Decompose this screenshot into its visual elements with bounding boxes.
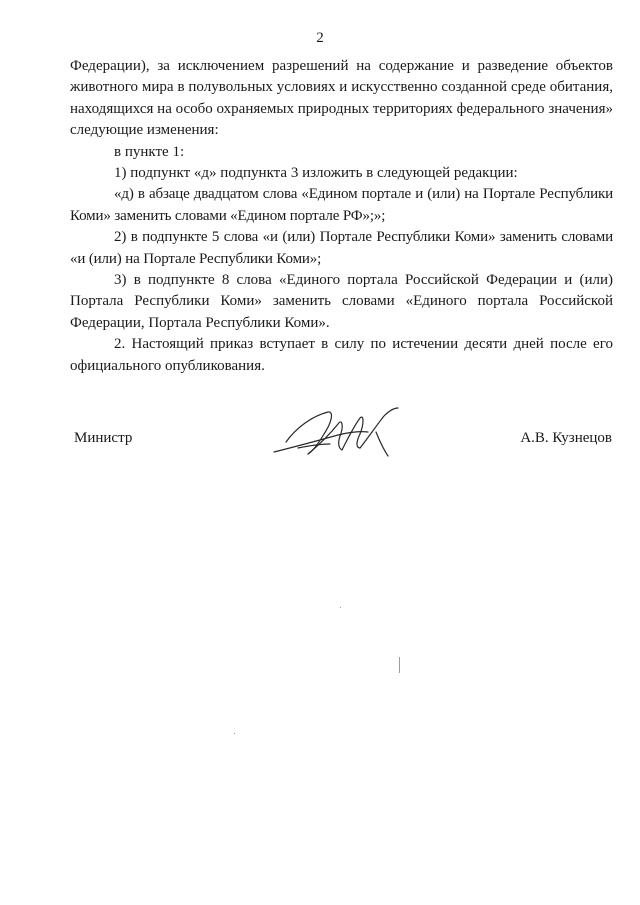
handwritten-signature: [268, 402, 408, 464]
paragraph-subitem-3: 3) в подпункте 8 слова «Единого портала Российской Федерации и (или) Портала Республики Коми» заменить словами «Единого портала Российской Федерации, Портала Республики Коми».: [70, 272, 613, 331]
signatory-position: Министр: [74, 430, 133, 446]
signatory-name: А.В. Кузнецов: [520, 430, 612, 446]
paragraph-item-2: 2. Настоящий приказ вступает в силу по истечении десяти дней после его официального опубликования.: [70, 336, 613, 374]
paragraph-subitem-2: 2) в подпункте 5 слова «и (или) Портале Республики Коми» заменить словами «и (или) на Портале Республики Коми»;: [70, 229, 613, 267]
scan-speck: [340, 607, 341, 608]
paragraph-item-1-intro: в пункте 1:: [114, 143, 185, 160]
scan-speck: [399, 657, 400, 673]
scan-speck: [234, 733, 235, 734]
signature-block: [0, 400, 640, 470]
paragraph-quoted-text: «д) в абзаце двадцатом слова «Едином портале и (или) на Портале Республики Коми» заменить словами «Едином портале РФ»;»;: [70, 186, 613, 224]
paragraph-subitem-1: 1) подпункт «д» подпункта 3 изложить в следующей редакции:: [114, 165, 518, 182]
document-body: [70, 56, 613, 377]
page-number: 2: [316, 30, 324, 46]
paragraph-continuation: Федерации), за исключением разрешений на содержание и разведение объектов животного мира в полувольных условиях и искусственно созданной среде обитания, находящихся на особо охраняемых природных территориях федерального значения» следующие изменения:: [70, 58, 613, 139]
